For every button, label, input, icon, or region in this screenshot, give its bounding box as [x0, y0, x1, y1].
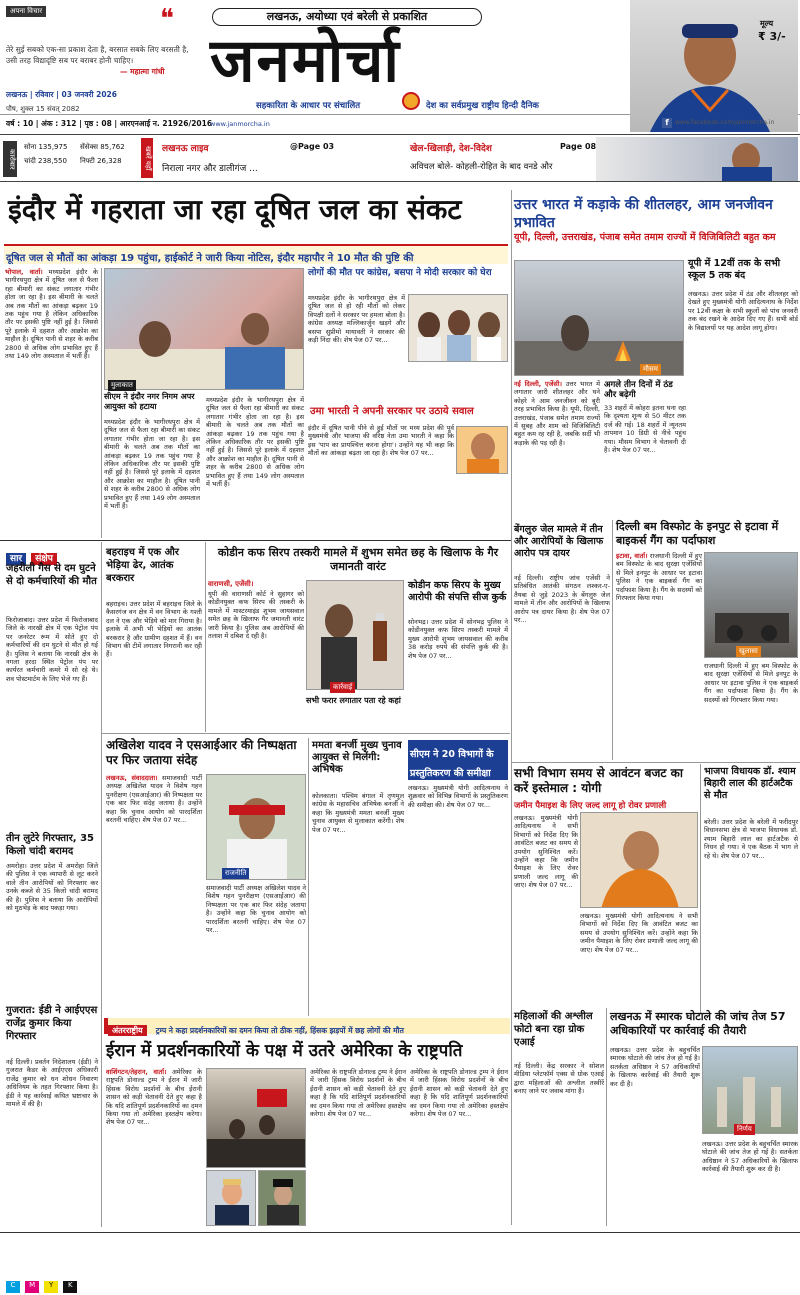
akhilesh-dateline: लखनऊ, संवाददाता। [106, 774, 158, 782]
cm-head [408, 740, 508, 780]
lead-caption2 [104, 392, 204, 412]
sidebar-h3: गुजरात: ईडी ने आईएएस राजेंद्र कुमार किया गिरफ्तार [6, 1005, 98, 1042]
price: ₹ 3/- [758, 30, 786, 43]
women-body-text: नई दिल्ली। केंद्र सरकार ने सोशल मीडिया प्लेटफॉर्म एक्स से ग्रोक एआई द्वारा महिलाओं की अश्लील तस्वीरें बनाए जाने पर जवाब मांगा है। [514, 1062, 604, 1096]
mamata-body [312, 792, 404, 1014]
yogi-body-2 [580, 912, 698, 1002]
cold-alert-body [604, 404, 686, 516]
intl-body-col3 [410, 1068, 508, 1228]
yogi-body [514, 814, 578, 936]
codeine-caption: कार्रवाई [330, 682, 355, 693]
bengaluru-head: बेंगलुरु जेल मामले में तीन और आरोपियों के खिलाफ आरोप पत्र दायर [514, 524, 604, 559]
cm-body [408, 784, 508, 1014]
website-url[interactable]: www.janmorcha.in [210, 120, 270, 128]
teaser-right-text[interactable]: अविचल बोले- कोहली-रोहित के बाद वनडे और [410, 162, 553, 172]
lead-body-col3-text: मध्यप्रदेश इंदौर के भागीरथपुरा क्षेत्र में दूषित जल से फैला रहा बीमारी का संकट लगातार गंभीर होता जा रहा है। इस बीमारी के चलते अब तक मौतों का आंकड़ा बढ़कर 19 तक पहुंच गया है लेकिन अधिकारिक तौर पर इसकी पुष्टि नहीं हुई है। जिससे पूरे इलाके में दहशत और आक्रोश का माहौल है। दूषित पानी से शहर के करीब 2800 से अधिक लोग प्रभावित हुए हैं तथा 149 लोग अस्पताल में भर्ती हैं। [206, 396, 304, 489]
facebook-icon[interactable]: f [662, 118, 672, 128]
delhi-dateline: इटावा, वार्ता। [616, 552, 648, 560]
bahraich-body-text: बहराइच। उत्तर प्रदेश में बहराइच जिले के कैसरगंज वन क्षेत्र में वन विभाग के गश्ती दल ने एक और भेड़िये को मार गिराया है। इलाके में अभी भी भेड़ियों का आतंक बरकरार है और ग्रामीण दहशत में हैं। वन विभाग की टीमें लगातार निगरानी कर रही हैं। [106, 600, 202, 659]
teaser-tag: खबरें यहाँ [141, 138, 153, 178]
footer-mark-m: M [25, 1281, 39, 1293]
intl-body-col3-text: अमेरिका के राष्ट्रपति डोनाल्ड ट्रम्प ने ईरान में जारी हिंसक विरोध प्रदर्शनों के बीच ईरानी शासन को कड़ी चेतावनी देते हुए कहा है कि यदि शांतिपूर्ण प्रदर्शनकारियों का दमन किया गया तो अमेरिका हस्तक्षेप करेगा। शेष पेज 07 पर... [410, 1068, 508, 1119]
intl-khamenei-photo [258, 1170, 306, 1226]
market-label: कारोबार [3, 141, 17, 177]
teaser-right-page[interactable]: Page 08 [560, 142, 597, 151]
intl-protest-photo [206, 1068, 306, 1168]
cold-side-head: यूपी में 12वीं तक के सभी स्कूल 5 तक बंद [688, 258, 781, 281]
cold-alert: अगले तीन दिनों में ठंड और बढ़ेगी [604, 380, 673, 400]
intl-tag: अंतरराष्ट्रीय [108, 1025, 147, 1036]
yogi-body-2-text: लखनऊ। मुख्यमंत्री योगी आदित्यनाथ ने सभी विभागों को निर्देश दिए कि आवंटित बजट का समय से उपयोग सुनिश्चित करें। उन्होंने कहा कि जमीन पैमाइश के लिए रोवर प्रणाली जल्द लागू की जाए। शेष पेज 07 पर... [580, 912, 698, 954]
lead-side-head: लोगों की मौत पर कांग्रेस, बसपा ने मोदी सरकार को घेरा [308, 268, 492, 278]
market-sensex: सेंसेक्स 85,762 [80, 143, 125, 151]
lead-body-col3 [206, 396, 304, 538]
lead-photo-caption: मुलाकात [108, 380, 136, 391]
yogi-photo [580, 812, 698, 908]
delhi-body-text: राजधानी दिल्ली में हुए बम विस्फोट के बाद सुरक्षा एजेंसियों से मिले इनपुट के आधार पर इटावा पुलिस ने एक बाइकर्स गैंग का पर्दाफाश किया है। गैंग के सदस्यों को गिरफ्तार किया गया। [616, 552, 702, 603]
women-body [514, 1062, 604, 1226]
market-nifty: निफ्टी 26,328 [80, 157, 122, 165]
lucknow-body-col2 [702, 1140, 798, 1226]
market-gold: सोना 135,975 [24, 143, 68, 151]
cold-alert-body-text: 33 शहरों में कोहरा इतना घना रहा कि दृश्यता शून्य से 50 मीटर तक दर्ज की गई। 18 शहरों में न्यूनतम तापमान 10 डिग्री से नीचे पहुंच गया। मौसम विभाग ने चेतावनी दी है। शेष पेज 07 पर... [604, 404, 686, 455]
lead-body-col2-text: मध्यप्रदेश इंदौर के भागीरथपुरा क्षेत्र में दूषित जल से फैला रहा बीमारी का संकट लगातार गंभीर होता जा रहा है। इस बीमारी के चलते अब तक मौतों का आंकड़ा बढ़कर 19 तक पहुंच गया है लेकिन अधिकारिक तौर पर इसकी पुष्टि नहीं हुई है। जिससे पूरे इलाके में दहशत और आक्रोश का माहौल है। दूषित पानी से शहर के करीब 2800 से अधिक लोग प्रभावित हुए हैं तथा 149 लोग अस्पताल में भर्ती हैं। [104, 418, 200, 511]
lead-subhead [4, 244, 508, 264]
sidebar-b3-text: नई दिल्ली। प्रवर्तन निदेशालय (ईडी) ने गुजरात कैडर के आईएएस अधिकारी राजेंद्र कुमार को धन शोधन निवारण अधिनियम के तहत गिरफ्तार किया है। ईडी ने यह कार्रवाई कथित भ्रष्टाचार के मामले में की है। [6, 1058, 98, 1109]
mamata-body-text: कोलकाता। पश्चिम बंगाल में तृणमूल कांग्रेस के महासचिव अभिषेक बनर्जी ने कहा कि मुख्यमंत्री ममता बनर्जी मुख्य चुनाव आयुक्त से मुलाकात करेंगी। शेष पेज 07 पर... [312, 792, 404, 834]
delhi-caption: खुलासा [736, 646, 761, 657]
newspaper-title: जनमोर्चा [210, 26, 401, 96]
cold-subhead: यूपी, दिल्ली, उत्तराखंड, पंजाब समेत तमाम राज्यों में विजिबिलिटी बहुत कम [514, 232, 776, 243]
lucknow-body-text: लखनऊ। उत्तर प्रदेश के बहुचर्चित स्मारक घोटाले की जांच तेज हो गई है। सतर्कता अधिष्ठान ने 57 अधिकारियों के खिलाफ कार्रवाई की तैयारी शुरू कर दी है। [610, 1046, 700, 1088]
teaser-right-head[interactable]: खेल-खिलाड़ी, देश-विदेश [410, 144, 492, 154]
cold-photo-caption: मौसम [640, 364, 661, 375]
delhi-body [616, 552, 702, 760]
sidebar-b3 [6, 1058, 98, 1228]
sidebar-b2-text: अमरोहा। उत्तर प्रदेश में अमरोहा जिले की पुलिस ने एक व्यापारी से लूट करने वाले तीन आरोपियों को गिरफ्तार कर उनके कब्जे से 35 किलो चांदी बरामद की है। पुलिस ने बताया कि आरोपियों को मुठभेड़ के बाद पकड़ा गया। [6, 862, 98, 913]
footer-mark-k: K [63, 1281, 77, 1293]
intl-dateline: वाशिंगटन/तेहरान, वार्ता। [106, 1068, 167, 1076]
lucknow-caption: निर्णय [734, 1124, 755, 1135]
quote-text: तेरे सुई सबको एक-सा प्रकाश देता है, बरसात सबके लिए बरसती है, उसी तरह विद्यादृष्टि सब पर बराबर होनी चाहिए। [6, 45, 189, 65]
akhilesh-body-text: समाजवादी पार्टी अध्यक्ष अखिलेश यादव ने विशेष गहन पुनरीक्षण (एसआईआर) की निष्पक्षता पर एक बार फिर संदेह जताया है। उन्होंने कहा कि चुनाव आयोग को पारदर्शिता बरतनी चाहिए। शेष पेज 07 पर... [106, 774, 203, 825]
lead-body [5, 268, 98, 538]
lead-side-body-text: मध्यप्रदेश इंदौर के भागीरथपुरा क्षेत्र में दूषित जल से हो रही मौतों को लेकर विपक्षी दलों ने सरकार पर हमला बोला है। कांग्रेस अध्यक्ष मल्लिकार्जुन खड़गे और बसपा सुप्रीमो मायावती ने सरकार की कड़ी निंदा की। शेष पेज 07 पर... [308, 294, 405, 345]
bjp-head: भाजपा विधायक डॉ. श्याम बिहारी लाल की हार्टअटैक से मौत [704, 766, 796, 801]
bahraich-head: बहराइच में एक और भेड़िया ढेर, आतंक बरकरार [106, 547, 179, 584]
codeine-dateline: वाराणसी, एजेंसी। [208, 580, 254, 588]
bengaluru-body [514, 574, 610, 756]
sidebar-b1 [6, 616, 98, 828]
uma-body-text: इंदौर में दूषित पानी पीने से हुई मौतों पर मध्य प्रदेश की पूर्व मुख्यमंत्री और भाजपा की वरिष्ठ नेता उमा भारती ने कहा कि इस 'पाप का प्रायश्चित्त करना होगा'। उन्होंने यह भी कहा कि मौतों का आंकड़ा बढ़ता जा रहा है। शेष पेज 07 पर... [308, 424, 454, 458]
lucknow-body-col2-text: लखनऊ। उत्तर प्रदेश के बहुचर्चित स्मारक घोटाले की जांच तेज हो गई है। सतर्कता अधिष्ठान ने 57 अधिकारियों के खिलाफ कार्रवाई की तैयारी शुरू कर दी है। [702, 1140, 798, 1174]
codeine-side-body-text: सोनभद्र। उत्तर प्रदेश में सोनभद्र पुलिस ने कोडीनयुक्त कफ सिरप तस्करी मामले में मुख्य आरोपी शुभम जायसवाल की करीब 38 करोड़ रुपये की संपत्ति कुर्क की है। शेष पेज 07 पर... [408, 618, 508, 660]
lead-body-text: मध्यप्रदेश इंदौर के भागीरथपुरा क्षेत्र में दूषित जल से फैला रहा बीमारी का संकट लगातार गंभीर होता जा रहा है। इस बीमारी के चलते अब तक मौतों का आंकड़ा बढ़कर 19 तक पहुंच गया है लेकिन अधिकारिक तौर पर इसकी पुष्टि नहीं हुई है। जिससे पूरे इलाके में दहशत और आक्रोश का माहौल है। दूषित पानी से शहर के करीब 2800 से अधिक लोग प्रभावित हुए हैं तथा 149 लोग अस्पताल में भर्ती हैं। [5, 268, 98, 361]
footer-mark-y: Y [44, 1281, 58, 1293]
lead-dateline: भोपाल, वार्ता। [5, 268, 43, 276]
cold-headline: उत्तर भारत में कड़ाके की शीतलहर, आम जनजीवन प्रभावित [514, 197, 773, 231]
codeine-body [208, 590, 304, 730]
cold-body [514, 380, 600, 516]
intl-headline: ईरान में प्रदर्शनकारियों के पक्ष में उतरे अमेरिका के राष्ट्रपति [106, 1041, 463, 1061]
bahraich-body [106, 600, 202, 730]
cold-dateline: नई दिल्ली, एजेंसी। [514, 380, 562, 388]
delhi-body-col2-text: राजधानी दिल्ली में हुए बम विस्फोट के बाद सुरक्षा एजेंसियों से मिले इनपुट के आधार पर इटावा पुलिस ने एक बाइकर्स गैंग का पर्दाफाश किया है। गैंग के सदस्यों को गिरफ्तार किया गया। [704, 662, 798, 704]
bjp-body [704, 818, 798, 1014]
delhi-head: दिल्ली बम विस्फोट के इनपुट से इटावा में बाइकर्स गैंग का पर्दाफाश [616, 520, 779, 547]
lead-caption2-text: सीएम ने इंदौर नगर निगम अपर आयुक्त को हटाया [104, 392, 195, 411]
teaser-left-page[interactable]: @Page 03 [290, 142, 335, 151]
uma-body [308, 424, 454, 538]
cold-side-body-text: लखनऊ। उत्तर प्रदेश में ठंड और शीतलहर को देखते हुए मुख्यमंत्री योगी आदित्यनाथ के निर्देश पर 12वीं कक्षा के सभी स्कूलों को पांच जनवरी तक बंद रखने के आदेश दिए गए हैं। सभी बोर्ड के विद्यालयों पर यह आदेश लागू होगा। [688, 290, 798, 332]
cold-photo [514, 260, 684, 376]
codeine-head: कोडीन कफ सिरप तस्करी मामले में शुभम समेत छह के खिलाफ के गैर जमानती वारंट [217, 546, 499, 573]
women-head: महिलाओं की अश्लील फोटो बना रहा ग्रोक एआई [514, 1011, 593, 1048]
sidebar-h2: तीन लुटेरे गिरफ्तार, 35 किलो चांदी बरामद [6, 833, 94, 857]
tagline-left: सहकारिता के आधार पर संचालित [256, 101, 361, 111]
codeine-side-head: कोडीन कफ सिरप के मुख्य आरोपी की संपत्ति सीज कुर्क [408, 580, 507, 603]
quote-mark-icon: ❝ [160, 4, 174, 34]
market-silver: चांदी 238,550 [24, 157, 67, 165]
tagline-right: देश का सर्वप्रमुख राष्ट्रीय हिन्दी दैनिक [426, 101, 539, 111]
price-label: मूल्य [760, 19, 774, 28]
codeine-body-text: यूपी की वाराणसी कोर्ट ने सुहागर को कोडीनयुक्त कफ सिरप की तस्करी के मामले में मास्टरमाइंड शुभम जायसवाल समेत छह के खिलाफ गैर जमानती वारंट जारी किया है। पुलिस अब आरोपियों की तलाश में दबिश दे रही है। [208, 590, 304, 641]
tagline-top: लखनऊ, अयोध्या एवं बरेली से प्रकाशित [212, 8, 482, 26]
volume-line: वर्ष : 10 | अंक : 312 | पृष्ठ : 08 | आरएनआई न. 21926/2016 [6, 119, 213, 128]
sidebar-tag2: संक्षेप [31, 553, 57, 565]
uma-photo [456, 426, 508, 474]
sidebar-h1: जहरीली गैस से दम घुटने से दो कर्मचारियों की मौत [6, 563, 97, 587]
masthead [0, 0, 800, 150]
teaser-player-photo [596, 137, 798, 181]
leaders-photo [408, 294, 508, 362]
cm-body-text: लखनऊ। मुख्यमंत्री योगी आदित्यनाथ ने शुक्रवार को विभिन्न विभागों के प्रस्तुतिकरण की समीक्षा की। शेष पेज 07 पर... [408, 784, 508, 809]
edition-line: लखनऊ | रविवार | 03 जनवरी 2026 [6, 90, 117, 99]
akhilesh-body-col2-text: समाजवादी पार्टी अध्यक्ष अखिलेश यादव ने विशेष गहन पुनरीक्षण (एसआईआर) की निष्पक्षता पर एक बार फिर संदेह जताया है। उन्होंने कहा कि चुनाव आयोग को पारदर्शिता बरतनी चाहिए। शेष पेज 07 पर... [206, 884, 306, 935]
bengaluru-body-text: नई दिल्ली। राष्ट्रीय जांच एजेंसी ने प्रतिबंधित आतंकी संगठन लश्कर-ए-तैयबा से जुड़े 2023 के बेंगलुरु जेल मामले में तीन और आरोपियों के खिलाफ आरोप पत्र दायर किया है। शेष पेज 07 पर... [514, 574, 610, 625]
intl-strap-text: ट्रम्प ने कहा प्रदर्शनकारियों का दमन किया तो ठीक नहीं, हिंसक झड़पों में छह लोगों की मौत [155, 1026, 404, 1035]
lead-photo-patients [104, 268, 304, 390]
date-line: पौष, शुक्ल 15 संवत् 2082 [6, 105, 80, 113]
intl-body-text: अमेरिका के राष्ट्रपति डोनाल्ड ट्रम्प ने ईरान में जारी हिंसक विरोध प्रदर्शनों के बीच ईरानी शासन को कड़ी चेतावनी देते हुए कहा है कि यदि शांतिपूर्ण प्रदर्शनकारियों का दमन किया गया तो अमेरिका हस्तक्षेप करेगा। शेष पेज 07 पर... [106, 1068, 202, 1127]
yogi-sub: जमीन पैमाइश के लिए जल्द लागू हो रोवर प्रणाली [514, 801, 667, 811]
lucknow-body [610, 1046, 700, 1226]
cold-side-body [688, 290, 798, 516]
yogi-body-text: लखनऊ। मुख्यमंत्री योगी आदित्यनाथ ने सभी विभागों को निर्देश दिए कि आवंटित बजट का समय से उपयोग सुनिश्चित करें। उन्होंने कहा कि जमीन पैमाइश के लिए रोवर प्रणाली जल्द लागू की जाए। शेष पेज 07 पर... [514, 814, 578, 890]
delhi-body-col2 [704, 662, 798, 760]
teaser-left-head[interactable]: लखनऊ लाइव [162, 144, 209, 154]
sidebar-tag1: सार [6, 553, 26, 565]
teaser-left-text[interactable]: निराला नगर और डालीगंज ... [162, 164, 258, 174]
lead-side-body [308, 294, 405, 404]
quote-author: — महात्मा गांधी [120, 67, 165, 76]
bjp-body-text: बरेली। उत्तर प्रदेश के बरेली में फरीदपुर विधानसभा क्षेत्र से भाजपा विधायक डॉ. श्याम बिहारी लाल का हार्टअटैक से निधन हो गया। वे एक बैठक में भाग ले रहे थे। शेष पेज 07 पर... [704, 818, 798, 860]
intl-body [106, 1068, 202, 1228]
intl-strap [104, 1018, 510, 1034]
badge: अपना विचार [6, 6, 46, 17]
akhilesh-photo [206, 774, 306, 880]
codeine-side-body [408, 618, 508, 730]
akhilesh-body-col2 [206, 884, 306, 1014]
pen-logo-icon [402, 92, 420, 110]
codeine-caption2: सभी फरार लगातार पता रहे कहां [306, 696, 401, 705]
sidebar-b1-text: फिरोजाबाद। उत्तर प्रदेश में फिरोजाबाद जिले के नारखी क्षेत्र में एक पेट्रोल पंप पर जनरेटर रूम में सोते हुए दो कर्मचारियों की दम घुटने से मौत हो गई है। पुलिस ने बताया कि नारखी क्षेत्र के नगला हरदा स्थित पेट्रोल पंप पर कार्यरत कर्मचारी कमरे में सो रहे थे। शव पोस्टमार्टम के लिए भेजे गए हैं। [6, 616, 98, 683]
lucknow-head: लखनऊ में स्मारक घोटाले की जांच तेज 57 अधिकारियों पर कार्रवाई की तैयारी [610, 1010, 786, 1037]
cm-head-text: सीएम ने 20 विभागों के प्रस्तुतिकरण की समीक्षा [410, 749, 494, 779]
delhi-photo [704, 552, 798, 658]
lead-subhead-text: दूषित जल से मौतों का आंकड़ा 19 पहुंचा, हाईकोर्ट ने जारी किया नोटिस, इंदौर महापौर ने 10 मौत की पुष्टि की [6, 253, 414, 264]
codeine-photo [306, 580, 404, 690]
teaser-strip [0, 134, 800, 182]
intl-trump-photo [206, 1170, 256, 1226]
footer-color-marks [6, 1272, 77, 1289]
lead-body-col2 [104, 418, 200, 538]
akhilesh-body [106, 774, 202, 1014]
cold-body-text: उत्तर भारत में लगातार जारी शीतलहर और घने कोहरे ने आम जनजीवन को बुरी तरह प्रभावित किया है। यूपी, दिल्ली, उत्तराखंड, पंजाब समेत तमाम राज्यों में सुबह और शाम को विजिबिलिटी बहुत कम रह रही है, जबकि सर्दी भी कड़ाके की पड़ रही है। [514, 380, 600, 447]
lucknow-photo [702, 1046, 798, 1134]
intl-body-col2-text: अमेरिका के राष्ट्रपति डोनाल्ड ट्रम्प ने ईरान में जारी हिंसक विरोध प्रदर्शनों के बीच ईरानी शासन को कड़ी चेतावनी देते हुए कहा है कि यदि शांतिपूर्ण प्रदर्शनकारियों का दमन किया गया तो अमेरिका हस्तक्षेप करेगा। शेष पेज 07 पर... [310, 1068, 406, 1119]
uma-head: उमा भारती ने अपनी सरकार पर उठाये सवाल [310, 406, 474, 417]
akhilesh-caption: राजनीति [222, 868, 249, 879]
intl-body-col2 [310, 1068, 406, 1228]
mamata-head: ममता बनर्जी मुख्य चुनाव आयुक्त से मिलेंगी: अभिषेक [312, 740, 402, 775]
lead-headline: इंदौर में गहराता जा रहा दूषित जल का संकट [8, 193, 462, 226]
sidebar-b2 [6, 862, 98, 1002]
footer-mark-c: C [6, 1281, 20, 1293]
akhilesh-head: अखिलेश यादव ने एसआईआर की निष्पक्षता पर फिर जताया संदेह [106, 738, 297, 767]
facebook-url[interactable]: www.facebook.com/janmorcha.in [675, 119, 775, 126]
yogi-head: सभी विभाग समय से आवंटन बजट का करें इस्तेमाल : योगी [514, 766, 683, 795]
